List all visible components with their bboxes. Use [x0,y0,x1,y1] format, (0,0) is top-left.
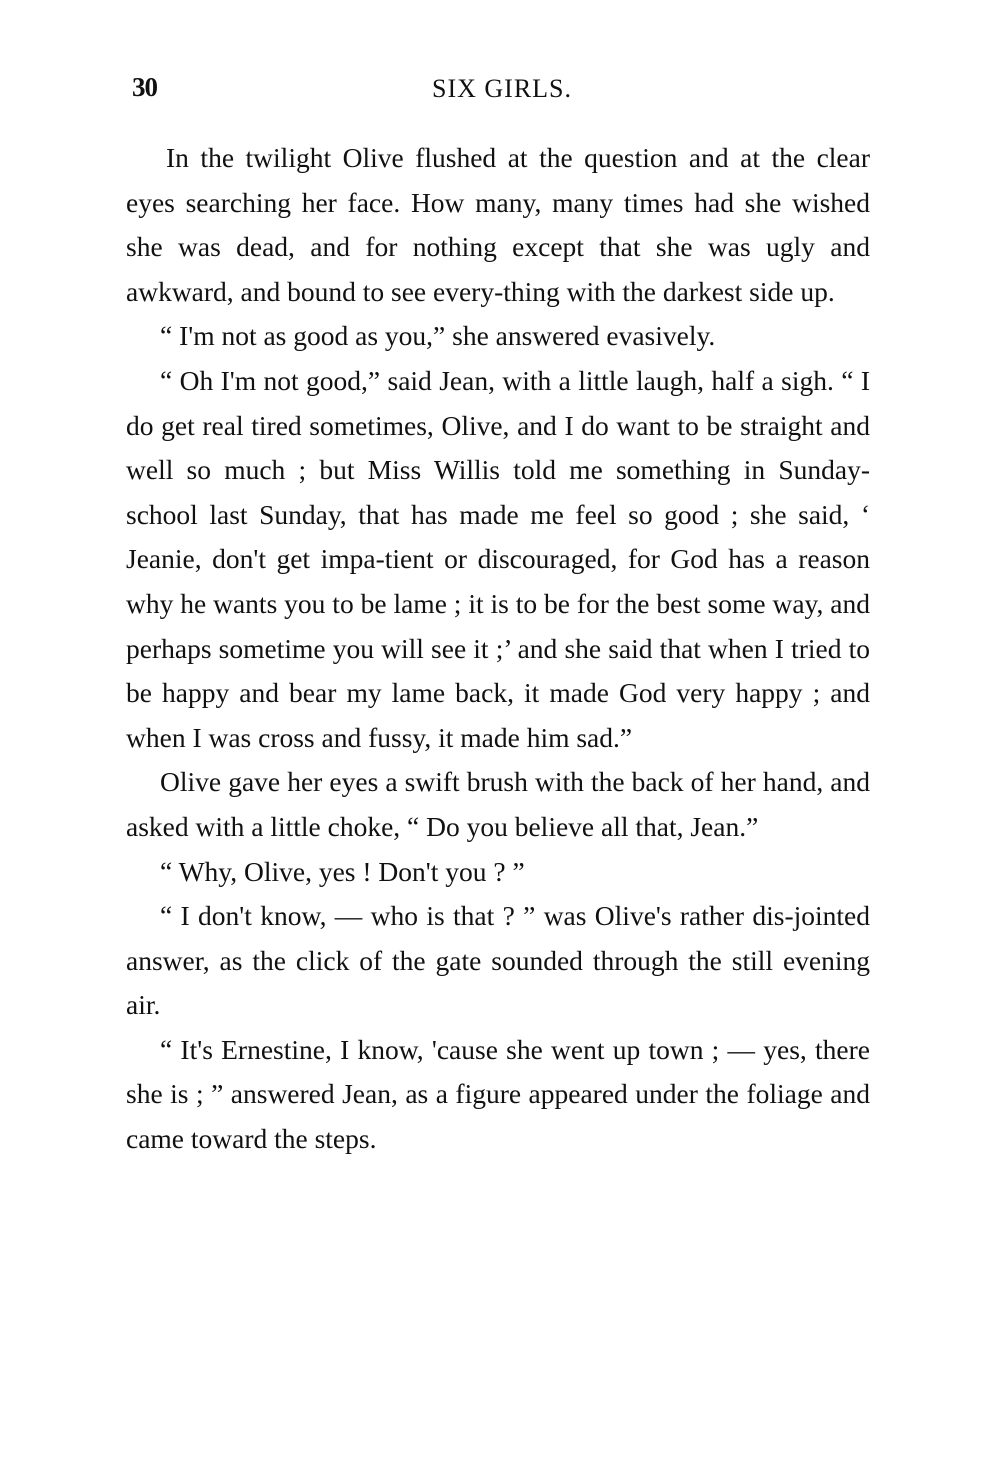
paragraph: “ It's Ernestine, I know, 'cause she went up town ; — yes, there she is ; ” answered Jean, as a figure appeared under the foliage and came toward the steps. [126,1033,870,1155]
body-text [126,136,870,1162]
paragraph: “ I don't know, — who is that ? ” was Olive's rather dis-jointed answer, as the click of the gate sounded through the still evening air. [126,900,870,1021]
paragraph: In the twilight Olive flushed at the question and at the clear eyes searching her face. How many, many times had she wished she was dead, and for nothing except that she was ugly and awkward, and bound to see every-thing with the darkest side up. [126,142,870,307]
running-head [132,72,872,112]
running-title: SIX GIRLS. [431,74,572,103]
paragraph: “ Oh I'm not good,” said Jean, with a little laugh, half a sigh. “ I do get real tired sometimes, Olive, and I do want to be straight and well so much ; but Miss Willis told me something in Sunday-school last Sunday, that has made me feel so good ; she said, ‘ Jeanie, don't get impa-tient or discouraged, for God has a reason why he wants you to be lame ; it is to be for the best some way, and perhaps sometime you will see it ;’ and she said that when I tried to be happy and bear my lame back, it made God very happy ; and when I was cross and fussy, it made him sad.” [126,364,870,753]
paragraph: “ Why, Olive, yes ! Don't you ? ” [160,855,525,887]
paragraph: “ I'm not as good as you,” she answered evasively. [160,320,716,352]
page-number: 30 [132,72,157,102]
paragraph: Olive gave her eyes a swift brush with the back of her hand, and asked with a little choke, “ Do you believe all that, Jean.” [126,766,870,842]
